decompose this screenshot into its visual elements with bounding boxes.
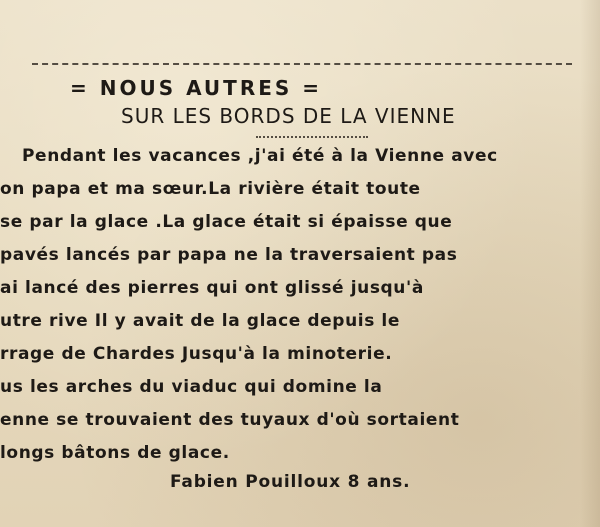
body-line: utre rive Il y avait de la glace depuis le: [0, 311, 400, 331]
body-line: us les arches du viaduc qui domine la: [0, 377, 383, 397]
top-divider-rule: [32, 63, 572, 65]
body-line: rrage de Chardes Jusqu'à la minoterie.: [0, 344, 393, 364]
body-line: enne se trouvaient des tuyaux d'où sortaient: [0, 410, 460, 430]
body-line: se par la glace .La glace était si épaisse que: [0, 212, 453, 232]
body-line: Pendant les vacances ,j'ai été à la Vienne avec: [22, 146, 498, 166]
title-underline: [256, 136, 368, 138]
body-line: on papa et ma sœur.La rivière était toute: [0, 179, 421, 199]
author-signature: Fabien Pouilloux 8 ans.: [170, 472, 411, 492]
body-line: pavés lancés par papa ne la traversaient pas: [0, 245, 458, 265]
body-line: longs bâtons de glace.: [0, 443, 230, 463]
article-title: SUR LES BORDS DE LA VIENNE: [121, 104, 456, 128]
page-edge-shadow: [580, 0, 600, 527]
body-line: ai lancé des pierres qui ont glissé jusqu'à: [0, 278, 424, 298]
column-heading: = NOUS AUTRES =: [70, 76, 323, 100]
